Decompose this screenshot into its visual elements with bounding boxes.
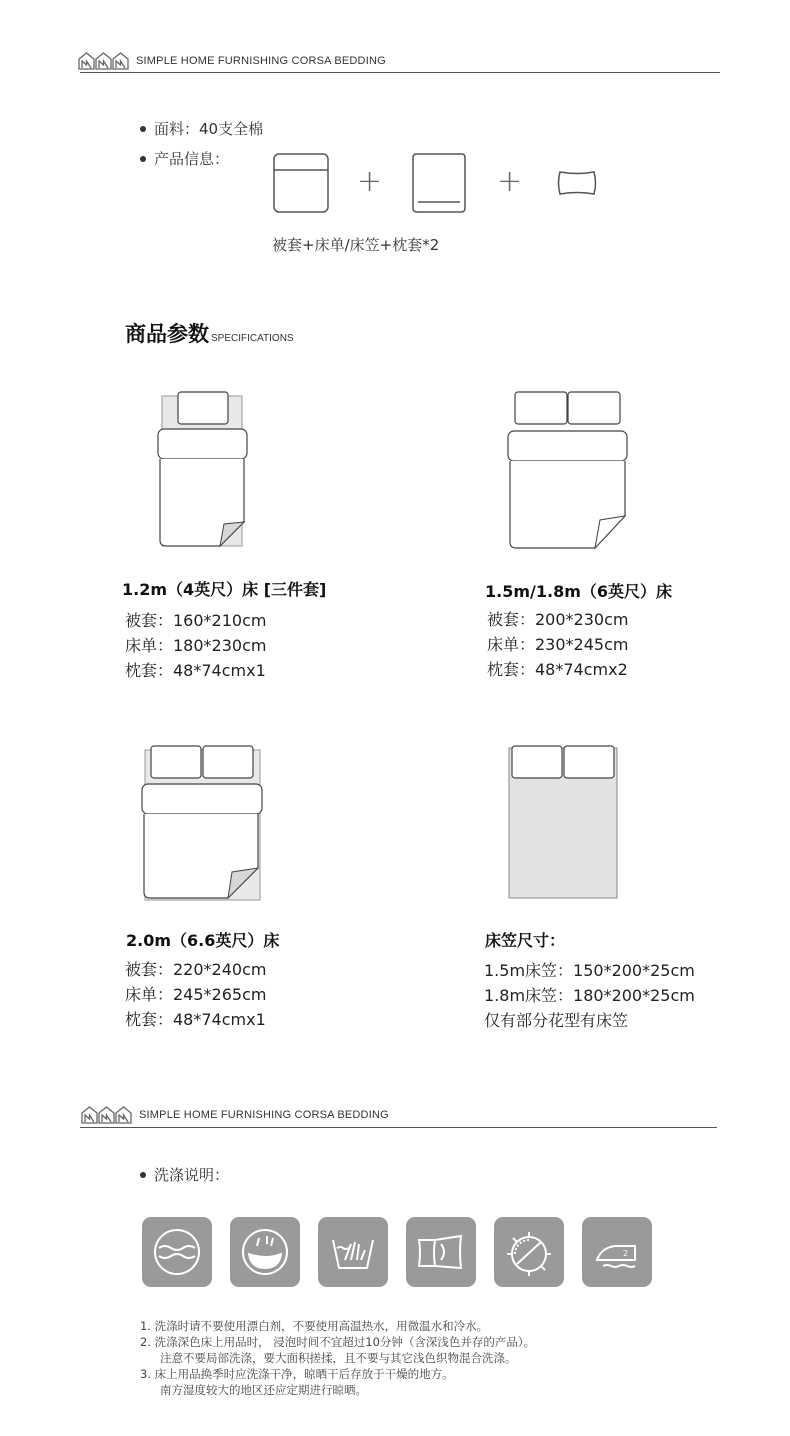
fitted-sheet-illustration — [505, 742, 623, 904]
bed-2-0m-illustration — [140, 742, 265, 904]
brand-header-bottom — [81, 1106, 389, 1124]
plus-sign: + — [357, 164, 383, 199]
hand-wash-bowl-icon — [230, 1217, 300, 1287]
pillowcase-icon — [554, 168, 600, 198]
specs-title-zh: 商品参数 — [125, 322, 209, 346]
wash-notes — [140, 1318, 535, 1398]
wash-icons-row — [142, 1217, 670, 1287]
no-bleach-icon — [494, 1217, 564, 1287]
wash-note: 南方湿度较大的地区还应定期进行晾晒。 — [160, 1383, 367, 1397]
spec-line: 被套：220*240cm — [125, 960, 267, 979]
bed-1-2m-illustration — [155, 388, 250, 550]
spec-1-lines — [125, 608, 266, 683]
fabric-row — [140, 118, 263, 139]
spec-3-lines — [125, 957, 266, 1032]
wash-note: 注意不要局部洗涤，要大面积搓揉，且不要与其它浅色织物混合洗涤。 — [160, 1351, 517, 1365]
specs-title-en: SPECIFICATIONS — [211, 333, 294, 344]
fabric-text: 面料：40支全棉 — [154, 120, 264, 138]
bed-1-5-1-8m-illustration — [505, 388, 630, 553]
spec-line: 枕套：48*74cmx1 — [125, 661, 266, 680]
wash-label-row — [140, 1164, 229, 1185]
spec-line: 床单：180*230cm — [125, 636, 267, 655]
wash-note: 3. 床上用品换季时应洗涤干净，晾晒干后存放于干燥的地方。 — [140, 1367, 454, 1381]
spec-3-title: 2.0m（6.6英尺）床 — [126, 931, 280, 950]
wash-label: 洗涤说明： — [154, 1166, 230, 1184]
spec-line: 枕套：48*74cmx2 — [487, 660, 628, 679]
hand-wash-icon — [318, 1217, 388, 1287]
product-info-row — [140, 148, 229, 169]
spec-line: 仅有部分花型有床笠 — [484, 1011, 629, 1030]
duvet-cover-icon — [270, 150, 332, 216]
wash-note: 1. 洗涤时请不要使用漂白剂，不要使用高温热水，用微温水和冷水。 — [140, 1319, 489, 1333]
wash-note: 2. 洗涤深色床上用品时， 浸泡时间不宜超过10分钟（含深浅色并存的产品）。 — [140, 1335, 536, 1349]
spec-2-title: 1.5m/1.8m（6英尺）床 — [485, 582, 673, 601]
components-caption: 被套+床单/床笠+枕套*2 — [272, 236, 440, 254]
brand-text: SIMPLE HOME FURNISHING CORSA BEDDING — [136, 55, 386, 67]
spec-line: 床单：230*245cm — [487, 635, 629, 654]
bullet-icon — [140, 126, 146, 132]
spec-4-lines — [484, 958, 695, 1033]
iron-level: 2 — [623, 1249, 629, 1258]
plus-sign: + — [497, 164, 523, 199]
spec-line: 被套：160*210cm — [125, 611, 267, 630]
spec-1-title: 1.2m（4英尺）床 [三件套] — [122, 580, 327, 599]
machine-wash-icon — [142, 1217, 212, 1287]
brand-text: SIMPLE HOME FURNISHING CORSA BEDDING — [139, 1109, 389, 1121]
product-info-label: 产品信息： — [154, 150, 230, 168]
spec-line: 1.5m床笠：150*200*25cm — [484, 961, 695, 980]
spec-4-title: 床笠尺寸： — [485, 931, 566, 950]
spec-line: 被套：200*230cm — [487, 610, 629, 629]
divider-line — [80, 72, 720, 73]
brand-header-top — [78, 52, 386, 70]
bullet-icon — [140, 156, 146, 162]
spec-line: 床单：245*265cm — [125, 985, 267, 1004]
divider-line — [80, 1127, 717, 1128]
spec-2-lines — [487, 607, 628, 682]
bed-sheet-icon — [410, 150, 468, 216]
bullet-icon — [140, 1172, 146, 1178]
gentle-dry-icon — [406, 1217, 476, 1287]
specs-section-title — [125, 318, 294, 348]
spec-line: 1.8m床笠：180*200*25cm — [484, 986, 695, 1005]
house-logo-icon — [81, 1106, 133, 1124]
spec-line: 枕套：48*74cmx1 — [125, 1010, 266, 1029]
house-logo-icon — [78, 52, 130, 70]
iron-low-icon — [582, 1217, 652, 1287]
